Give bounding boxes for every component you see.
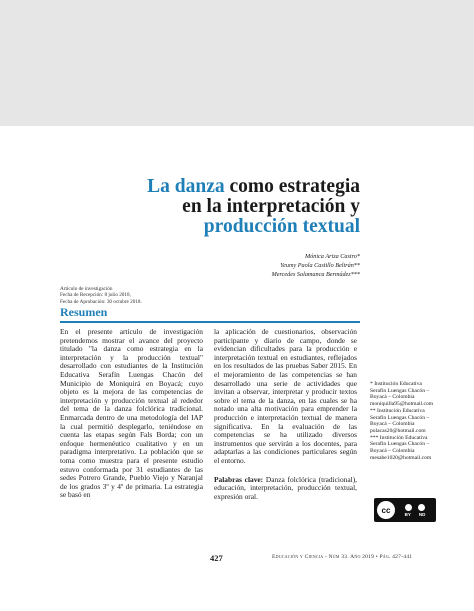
affiliation-email: moniquilla95@hotmail.com [370, 401, 434, 408]
abstract-column-1 [60, 328, 203, 500]
author: Mónica Ariza Castro* [304, 253, 360, 260]
section-heading: Resumen [60, 305, 108, 319]
license-terms [395, 504, 435, 517]
affiliation-line: * Institución Educativa [370, 381, 422, 387]
article-title-line-3: producción textual [203, 216, 360, 237]
affiliations [370, 381, 438, 461]
nd-label: ND [418, 511, 426, 517]
affiliation-email: mesabe1020@hotmail.com [370, 454, 432, 461]
affiliation-line: Boyacá – Colombia [370, 421, 415, 428]
page-number: 427 [210, 553, 223, 563]
article-type: Artículo de investigación [60, 286, 113, 292]
article-metadata [60, 286, 142, 305]
keywords-label: Palabras clave: [214, 474, 264, 484]
keywords [214, 476, 357, 502]
no-derivatives-icon [418, 504, 425, 511]
keywords-text: Danza folclórica (tradicional), educación, interpretación, producción textual, expresión oral. [214, 474, 357, 501]
reception-date: Fecha de Recepción: 8 julio 2018, [60, 292, 131, 299]
author: Mercedes Salamanca Bermúdez*** [271, 271, 360, 278]
cc-license-badge [374, 498, 436, 522]
affiliation-line: Boyacá – Colombia [370, 448, 415, 455]
abstract-text: la aplicación de cuestionarios, observación participante y diario de campo, donde se evidencian dificultades para la producción e interpretación textual en estudiantes, reflejados en los resultados de las pruebas Saber 2015. En el mejoramiento de las competencias se han desarrollado una serie de actividades que invitan a observar, interpretar y producir textos sobre el tema de la danza, en las cuales se ha notado una alta motivación para emprender la producción e interpretación textual de manera significativa. En la evaluación de las competencias se ha utilizado diversos instrumentos que servirán a los docentes, para adaptarlas a las condiciones particulares según el entorno. [214, 327, 357, 465]
author-list [272, 252, 360, 279]
affiliation-line: Serafín Luengas Chacón – [370, 441, 430, 448]
abstract-text: En el presente artículo de investigación pretendemos mostrar el avance del proyecto titulado "la danza como estrategia en la interpretación y la producción textual" desarrollado con estudiantes de la Institución Educativa Serafín Luengas Chacón del Municipio de Moniquirá en Boyacá; cuyo objeto es la mejora de las competencias de interpretación y producción textual al rededor del tema de la danza folclórica tradicional. Enmarcada dentro de una metodología del IAP la cual permitió desplegarlo, teniéndose en cuenta las etapas según Fals Borda; con un enfoque hermenéutico cualitativo y en un paradigma interpretativo. La población que se toma como muestra para el presente estudio estuvo conformada por 31 estudiantes de las sedes Potrero Grande, Pueblo Viejo y Naranjal de los grados 3º y 4º de primaria. La estrategia se basó en [60, 327, 203, 500]
affiliation-line: ** Institución Educativa [370, 407, 425, 414]
heading-rule [60, 321, 360, 323]
abstract-column-2 [214, 328, 357, 501]
author: Yeumy Paola Castillo Beltrán** [280, 262, 360, 269]
title-highlight: La danza [147, 176, 225, 197]
affiliation-line: Serafín Luengas Chacón – [370, 387, 430, 394]
article-title-line-2: en la interpretación y [182, 196, 360, 217]
article-title-line-1 [0, 176, 360, 197]
title-text: como estrategia [229, 176, 360, 197]
cc-icon: cc [377, 501, 395, 519]
header-band [0, 0, 474, 126]
affiliation-line: Serafín Luengas Chacón – [370, 414, 430, 421]
approval-date: Fecha de Aprobación: 30 octubre 2018. [60, 298, 142, 305]
by-label: BY [404, 511, 411, 517]
affiliation-email: polacas20@hotmail.com [370, 427, 426, 434]
affiliation-line: Boyacá – Colombia [370, 394, 415, 401]
running-footer: Educación y Ciencia - Núm 33. Año 2019 • Pág. 427-441 [272, 554, 413, 560]
attribution-icon [405, 504, 412, 511]
affiliation-line: *** Institución Educativa [370, 434, 428, 441]
